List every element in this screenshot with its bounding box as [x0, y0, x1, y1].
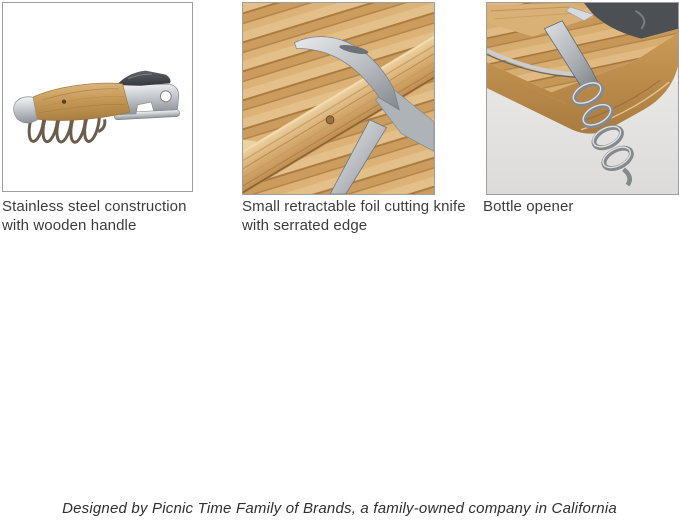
feature-panel-bottle-opener [483, 2, 679, 215]
bottle-opener-illustration [487, 3, 678, 194]
product-photo-bottle-opener [486, 2, 679, 195]
corkscrew-illustration [3, 3, 192, 191]
feature-caption-foil-knife: Small retractable foil cutting knife with serrated edge [242, 198, 466, 234]
foil-knife-illustration [243, 3, 434, 194]
feature-caption-bottle-opener: Bottle opener [483, 198, 574, 215]
feature-caption-construction: Stainless steel construction with wooden handle [2, 198, 187, 234]
feature-panel-foil-knife [242, 2, 466, 234]
product-photo-corkscrew-closed [2, 2, 193, 192]
feature-panel-construction [2, 2, 193, 234]
product-photo-foil-knife [242, 2, 435, 195]
brand-footer-text: Designed by Picnic Time Family of Brands, a family-owned company in California [62, 500, 617, 517]
hang-hole [160, 91, 171, 102]
